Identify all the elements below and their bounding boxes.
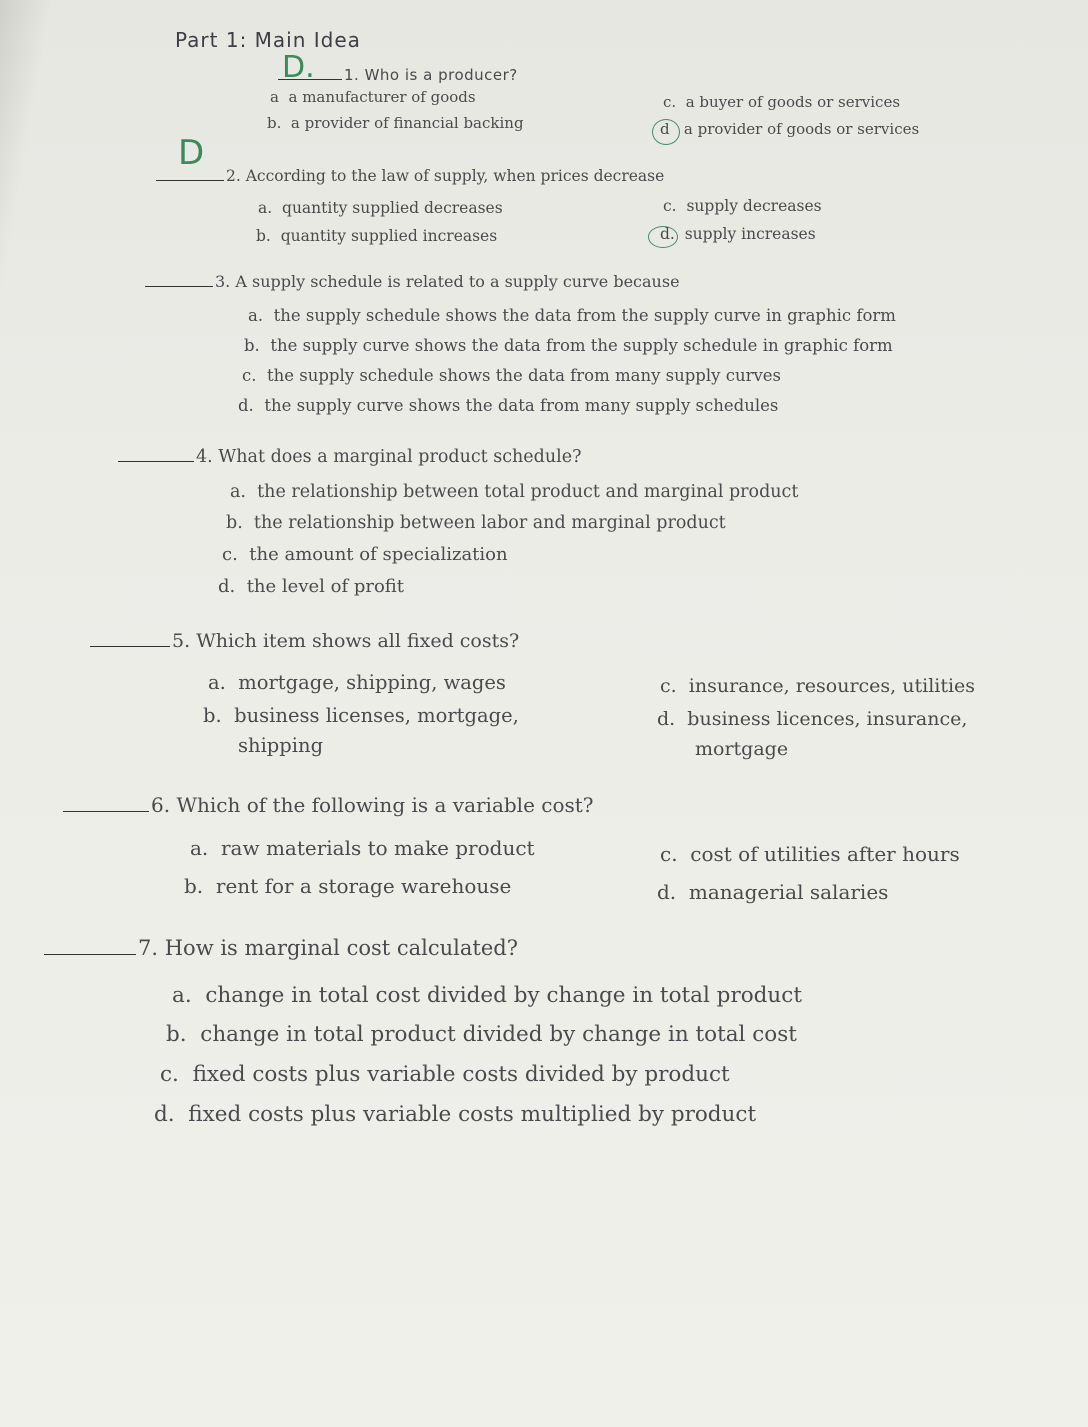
answer-blank-2[interactable] — [156, 180, 224, 181]
option-text: a buyer of goods or services — [685, 93, 901, 111]
option-letter: b. — [256, 227, 271, 245]
option-letter: c. — [660, 842, 678, 866]
option-letter: a. — [172, 983, 192, 1008]
option-letter: b. — [166, 1022, 187, 1047]
option-letter: b. — [203, 704, 222, 727]
question-text: Who is a producer? — [364, 66, 518, 84]
question-number: 5. — [172, 630, 191, 652]
option-7c — [160, 1062, 730, 1087]
option-text: change in total cost divided by change in total product — [205, 983, 802, 1008]
option-text: change in total product divided by change in total cost — [200, 1022, 797, 1047]
option-text: insurance, resources, utilities — [688, 675, 976, 697]
option-1d — [660, 120, 919, 138]
question-6 — [63, 793, 594, 817]
option-letter: a. — [248, 306, 264, 325]
option-letter: c. — [663, 197, 677, 215]
option-2a — [258, 199, 503, 217]
question-number: 1. — [344, 66, 360, 84]
option-7b — [166, 1022, 797, 1047]
option-letter: b. — [244, 336, 260, 355]
question-text: What does a marginal product schedule? — [218, 447, 582, 467]
answer-blank-1[interactable] — [278, 79, 342, 80]
option-7d — [154, 1102, 756, 1127]
option-5b-continued: shipping — [238, 734, 324, 757]
option-letter: a. — [208, 671, 226, 694]
option-text: raw materials to make product — [221, 836, 535, 860]
option-text: the supply curve shows the data from many supply schedules — [264, 396, 779, 415]
option-text: a provider of financial backing — [290, 114, 524, 132]
option-text: supply increases — [684, 225, 816, 243]
option-letter: d. — [657, 708, 676, 730]
question-text: How is marginal cost calculated? — [164, 936, 518, 960]
option-text: business licences, insurance, — [687, 708, 968, 730]
question-2 — [156, 167, 664, 185]
question-text: According to the law of supply, when prices decrease — [245, 167, 665, 185]
option-text: a provider of goods or services — [683, 120, 920, 138]
option-text: fixed costs plus variable costs multiplied by product — [188, 1102, 757, 1127]
option-letter: c. — [242, 366, 257, 385]
option-7a — [172, 983, 802, 1008]
question-5 — [90, 630, 519, 652]
option-text: supply decreases — [686, 197, 822, 215]
option-3b — [244, 336, 893, 355]
option-1c — [663, 93, 900, 111]
option-text: quantity supplied decreases — [282, 199, 503, 217]
question-number: 7. — [138, 936, 159, 960]
option-4b — [226, 513, 726, 533]
option-letter: a. — [230, 482, 246, 502]
question-1 — [278, 66, 518, 84]
option-letter: d. — [238, 396, 254, 415]
question-text: Which item shows all fixed costs? — [196, 630, 520, 652]
question-text: A supply schedule is related to a supply curve because — [235, 272, 680, 291]
question-text: Which of the following is a variable cost? — [176, 793, 594, 817]
option-1b — [267, 114, 524, 132]
option-letter: c. — [660, 675, 677, 697]
option-1a — [270, 88, 476, 106]
answer-blank-5[interactable] — [90, 646, 170, 647]
option-letter: c. — [663, 93, 677, 111]
option-4d — [218, 576, 404, 597]
question-number: 6. — [151, 793, 171, 817]
option-5a — [208, 671, 506, 694]
option-letter: b. — [267, 114, 282, 132]
answer-blank-4[interactable] — [118, 461, 194, 462]
option-text: cost of utilities after hours — [690, 842, 960, 866]
option-text: quantity supplied increases — [280, 227, 498, 245]
option-text: the amount of specialization — [249, 544, 508, 565]
option-3d — [238, 396, 778, 415]
option-4c — [222, 544, 508, 565]
option-text: the supply curve shows the data from the supply schedule in graphic form — [270, 336, 893, 355]
option-3c — [242, 366, 781, 385]
option-6c — [660, 842, 960, 866]
option-letter: d. — [154, 1102, 175, 1127]
option-letter: b. — [184, 874, 204, 898]
option-letter: d. — [660, 225, 675, 243]
question-number: 3. — [215, 272, 231, 291]
option-5c — [660, 675, 975, 697]
answer-blank-6[interactable] — [63, 811, 149, 812]
option-4a — [230, 482, 798, 502]
option-text: managerial salaries — [688, 880, 889, 904]
option-text: rent for a storage warehouse — [215, 874, 512, 898]
option-text: the supply schedule shows the data from the supply curve in graphic form — [273, 306, 896, 325]
option-2c — [663, 197, 822, 215]
question-number: 4. — [196, 447, 213, 467]
question-4 — [118, 447, 581, 467]
option-text: the level of profit — [246, 576, 405, 597]
option-text: the relationship between labor and marginal product — [253, 513, 726, 533]
option-text: mortgage, shipping, wages — [238, 671, 506, 694]
option-letter: c. — [222, 544, 238, 565]
option-letter: a — [270, 88, 279, 106]
option-5d-continued: mortgage — [695, 738, 789, 760]
option-letter: d — [660, 120, 670, 138]
option-3a — [248, 306, 896, 325]
option-letter: a. — [190, 836, 209, 860]
option-5b — [203, 704, 519, 727]
option-6b — [184, 874, 511, 898]
option-letter: d. — [657, 880, 677, 904]
option-text: fixed costs plus variable costs divided by product — [192, 1062, 730, 1087]
question-3 — [145, 272, 680, 291]
question-7 — [44, 936, 518, 960]
handwritten-answer-1: D. — [282, 50, 315, 85]
question-number: 2. — [226, 167, 241, 185]
option-text: business licenses, mortgage, — [234, 704, 519, 727]
option-2d — [660, 225, 816, 243]
option-letter: a. — [258, 199, 273, 217]
option-5d — [657, 708, 967, 730]
answer-blank-7[interactable] — [44, 954, 136, 955]
answer-blank-3[interactable] — [145, 286, 213, 287]
option-letter: d. — [218, 576, 236, 597]
option-text: the supply schedule shows the data from many supply curves — [267, 366, 782, 385]
option-text: a manufacturer of goods — [288, 88, 476, 106]
option-letter: c. — [160, 1062, 179, 1087]
page-title: Part 1: Main Idea — [175, 28, 361, 52]
handwritten-answer-2: D — [178, 133, 205, 173]
option-letter: b. — [226, 513, 243, 533]
option-2b — [256, 227, 497, 245]
option-text: the relationship between total product and marginal product — [257, 482, 799, 502]
option-6d — [657, 880, 888, 904]
option-6a — [190, 836, 535, 860]
